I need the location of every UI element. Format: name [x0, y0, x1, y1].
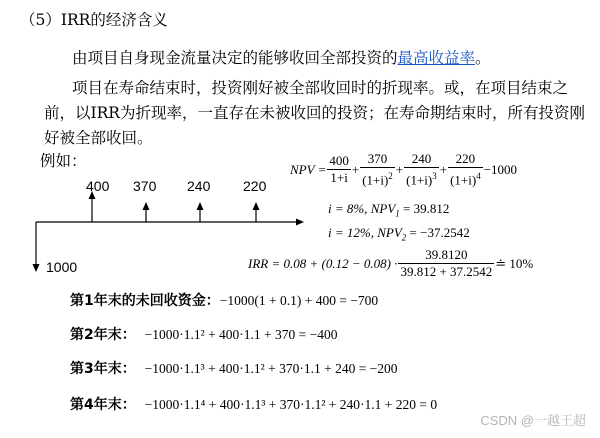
year-2-step [70, 324, 338, 344]
inflow-label-1: 400 [86, 180, 110, 194]
npv-lhs: NPV = [290, 161, 327, 177]
year-4-expression: −1000·1.1⁴ + 400·1.1³ + 370·1.1² + 240·1.1 + 220 = 0 [144, 397, 438, 412]
irr-result: ≐ 10% [495, 255, 534, 271]
highest-yield-link[interactable]: 最高收益率 [397, 49, 476, 67]
npv-rate-12-line: i = 12%, $NPV_2 = -37.2542$ [328, 225, 470, 243]
npv-term-1: $\frac{400}{1+i}$ [329, 153, 349, 186]
definition-text: 由项目自身现金流量决定的能够收回全部投资的 [72, 49, 398, 67]
outflow-label: 1000 [46, 259, 78, 275]
npv-tail: −1000 [483, 161, 518, 177]
timeline-arrowhead [296, 219, 304, 226]
irr-formula [248, 247, 533, 280]
year-2-label: 第2年末： [70, 327, 136, 343]
year-3-expression: −1000·1.1³ + 400·1.1² + 370·1.1 + 240 = −200 [144, 361, 398, 376]
definition-paragraph [72, 46, 491, 68]
year-3-step [70, 358, 398, 378]
year-2-expression: −1000·1.1² + 400·1.1 + 370 = −400 [144, 327, 338, 342]
year-3-label: 第3年末： [70, 361, 136, 377]
year-4-label: 第4年末： [70, 397, 136, 413]
watermark: CSDN @一越王超 [480, 413, 586, 428]
irr-lhs: IRR = 0.08 + (0.12 − 0.08) · [248, 255, 398, 271]
inflow-arrowhead-2 [143, 202, 150, 210]
npv-formula: NPV = $\frac{400}{1+i}$ + $\frac{370}{(1+i)^2}$ + $\frac{240}{(1+i)^3}$ + $\frac{220}{(1+i)^4}$ −1000 [290, 151, 518, 188]
year-4-step [70, 394, 437, 414]
year-1-label: 第1年末的未回收资金： [70, 293, 220, 309]
npv-rate-8-line: i = 8%, $NPV_1 = 39.812$ [328, 201, 450, 219]
npv-term-2: $\frac{370}{(1+i)^2}$ [362, 151, 393, 188]
inflow-label-3: 240 [187, 180, 211, 194]
section-heading: （5）IRR的经济含义 [20, 11, 168, 29]
example-label: 例如： [40, 152, 87, 170]
outflow-arrowhead [33, 264, 40, 272]
inflow-label-2: 370 [133, 180, 157, 194]
irr-fraction: $\frac{39.8120}{39.812 + 37.2542}$ [400, 247, 493, 279]
year-1-expression: −1000(1 + 0.1) + 400 = −700 [219, 293, 379, 308]
npv-term-4: $\frac{220}{(1+i)^4}$ [450, 151, 481, 188]
inflow-arrowhead-3 [197, 202, 204, 210]
inflow-label-4: 220 [243, 180, 267, 194]
explanation-paragraph: 项目在寿命结束时，投资刚好被全部收回时的折现率。或，在项目结束之前，以IRR为折现率，一直存在未被收回的投资；在寿命期结束时，所有投资刚好被全部收回。 [44, 79, 585, 147]
inflow-arrowhead-4 [253, 202, 260, 210]
npv-term-3: $\frac{240}{(1+i)^3}$ [406, 151, 437, 188]
year-1-step [70, 290, 378, 310]
definition-end: 。 [475, 49, 491, 67]
